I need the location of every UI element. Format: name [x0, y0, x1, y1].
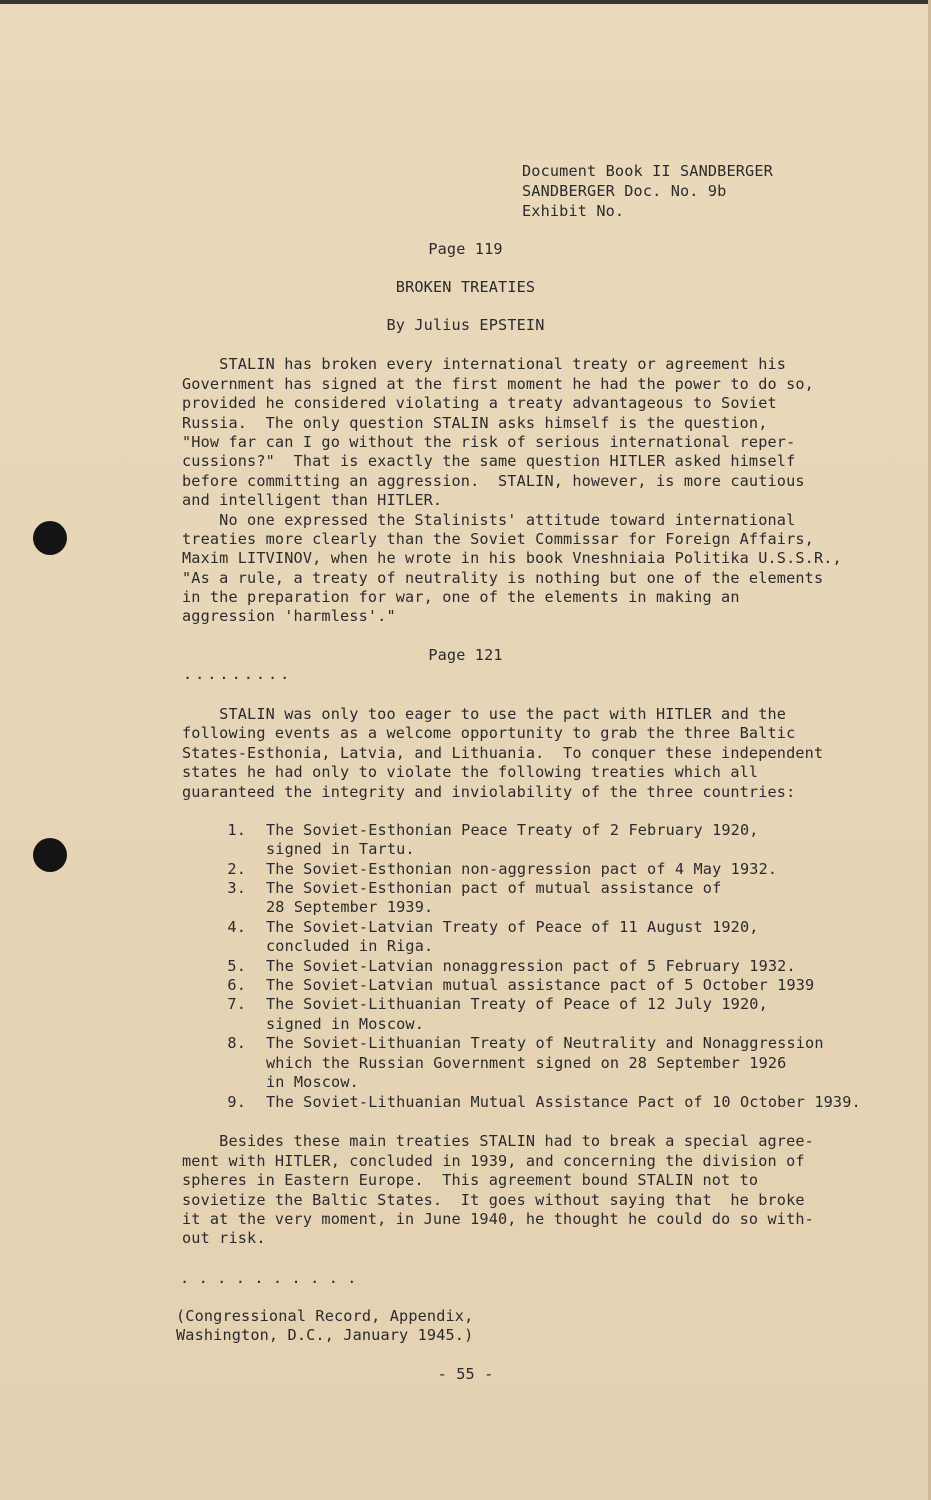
- list-number: 1.: [227, 821, 246, 839]
- paragraph-line: No one expressed the Stalinists' attitude toward international: [182, 511, 796, 529]
- paragraph-line: Russia. The only question STALIN asks himself is the question,: [182, 414, 768, 432]
- paragraph-line: states he had only to violate the following treaties which all: [182, 763, 759, 781]
- list-item: 28 September 1939.: [266, 898, 434, 916]
- list-number: 9.: [227, 1093, 246, 1111]
- paragraph-line: guaranteed the integrity and inviolability of the three countries:: [182, 783, 796, 801]
- paragraph-line: "How far can I go without the risk of serious international reper-: [182, 433, 796, 451]
- ellipsis-separator: .........: [183, 665, 293, 683]
- list-number: 2.: [227, 860, 246, 878]
- paragraph-line: States-Esthonia, Latvia, and Lithuania. To conquer these independent: [182, 744, 824, 762]
- list-number: 6.: [227, 976, 246, 994]
- paragraph-line: in the preparation for war, one of the elements in making an: [182, 588, 740, 606]
- paragraph-line: STALIN was only too eager to use the pact with HITLER and the: [182, 705, 787, 723]
- paragraph-line: out risk.: [182, 1229, 266, 1247]
- paragraph-line: cussions?" That is exactly the same question HITLER asked himself: [182, 452, 796, 470]
- paragraph-line: and intelligent than HITLER.: [182, 491, 443, 509]
- ellipsis-separator: . . . . . . . . . .: [180, 1269, 357, 1287]
- paragraph-line: treaties more clearly than the Soviet Commissar for Foreign Affairs,: [182, 530, 814, 548]
- paragraph-line: ment with HITLER, concluded in 1939, and concerning the division of: [182, 1152, 805, 1170]
- paragraph-line: before committing an aggression. STALIN, however, is more cautious: [182, 472, 805, 490]
- punch-hole-icon: [33, 838, 67, 872]
- list-item: concluded in Riga.: [266, 937, 434, 955]
- paragraph-line: sovietize the Baltic States. It goes without saying that he broke: [182, 1191, 805, 1209]
- paragraph-line: provided he considered violating a treaty advantageous to Soviet: [182, 394, 777, 412]
- list-item: The Soviet-Lithuanian Treaty of Peace of 12 July 1920,: [266, 995, 768, 1013]
- paragraph-line: spheres in Eastern Europe. This agreement bound STALIN not to: [182, 1171, 759, 1189]
- document-book-line: Document Book II SANDBERGER: [522, 162, 773, 180]
- doc-number-line: SANDBERGER Doc. No. 9b: [522, 182, 727, 200]
- page-title: BROKEN TREATIES: [395, 278, 536, 296]
- paragraph-line: aggression 'harmless'.": [182, 607, 396, 625]
- exhibit-line: Exhibit No.: [522, 202, 625, 220]
- paragraph-line: Besides these main treaties STALIN had to break a special agree-: [182, 1132, 814, 1150]
- list-item: signed in Tartu.: [266, 840, 415, 858]
- byline: By Julius EPSTEIN: [386, 316, 545, 334]
- list-item: The Soviet-Latvian Treaty of Peace of 11 August 1920,: [266, 918, 759, 936]
- citation-line: Washington, D.C., January 1945.): [176, 1326, 474, 1344]
- list-item: in Moscow.: [266, 1073, 359, 1091]
- list-item: The Soviet-Esthonian Peace Treaty of 2 February 1920,: [266, 821, 759, 839]
- list-item: signed in Moscow.: [266, 1015, 424, 1033]
- paragraph-line: it at the very moment, in June 1940, he thought he could do so with-: [182, 1210, 814, 1228]
- list-item: The Soviet-Lithuanian Mutual Assistance Pact of 10 October 1939.: [266, 1093, 861, 1111]
- scan-edge-top: [0, 0, 931, 4]
- list-item: which the Russian Government signed on 28 September 1926: [266, 1054, 787, 1072]
- paragraph-line: Maxim LITVINOV, when he wrote in his book Vneshniaia Politika U.S.S.R.,: [182, 549, 842, 567]
- paragraph-line: Government has signed at the first moment he had the power to do so,: [182, 375, 814, 393]
- punch-hole-icon: [33, 521, 67, 555]
- list-number: 7.: [227, 995, 246, 1013]
- paragraph-line: STALIN has broken every international treaty or agreement his: [182, 355, 787, 373]
- citation-line: (Congressional Record, Appendix,: [176, 1307, 474, 1325]
- list-number: 8.: [227, 1034, 246, 1052]
- paragraph-line: following events as a welcome opportunity to grab the three Baltic: [182, 724, 796, 742]
- list-number: 3.: [227, 879, 246, 897]
- paragraph-line: "As a rule, a treaty of neutrality is nothing but one of the elements: [182, 569, 824, 587]
- footer-page-number: - 55 -: [437, 1365, 494, 1383]
- list-number: 5.: [227, 957, 246, 975]
- page-label: Page 121: [428, 646, 503, 664]
- page-label: Page 119: [428, 240, 503, 258]
- list-number: 4.: [227, 918, 246, 936]
- list-item: The Soviet-Lithuanian Treaty of Neutrality and Nonaggression: [266, 1034, 824, 1052]
- list-item: The Soviet-Latvian nonaggression pact of 5 February 1932.: [266, 957, 796, 975]
- list-item: The Soviet-Esthonian non-aggression pact of 4 May 1932.: [266, 860, 778, 878]
- list-item: The Soviet-Latvian mutual assistance pact of 5 October 1939: [266, 976, 815, 994]
- list-item: The Soviet-Esthonian pact of mutual assistance of: [266, 879, 722, 897]
